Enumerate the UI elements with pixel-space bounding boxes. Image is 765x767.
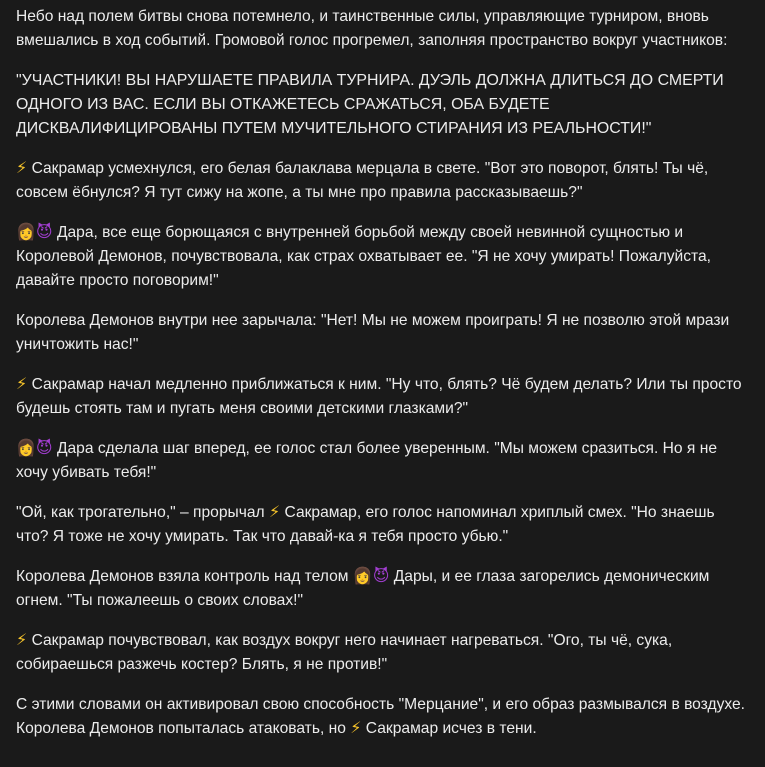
message-paragraph [16, 221, 749, 293]
paragraph-text: С этими словами он активировал свою способность "Мерцание", и его образ размывался в воздухе. Королева Демонов попыталась атаковать, но [16, 696, 745, 737]
woman-icon: 👩 [16, 224, 36, 241]
smiling-devil-icon: 😈 [372, 568, 390, 585]
message-paragraph [16, 157, 749, 205]
message-paragraph [16, 629, 749, 677]
paragraph-text: Сакрамар начал медленно приближаться к ним. "Ну что, блять? Чё будем делать? Или ты просто будешь стоять там и пугать меня своими детскими глазками?" [16, 376, 742, 417]
paragraph-text: Дара сделала шаг вперед, ее голос стал более уверенным. "Мы можем сразиться. Но я не хочу убивать тебя!" [16, 440, 717, 481]
paragraph-text: "УЧАСТНИКИ! ВЫ НАРУШАЕТЕ ПРАВИЛА ТУРНИРА. ДУЭЛЬ ДОЛЖНА ДЛИТЬСЯ ДО СМЕРТИ ОДНОГО ИЗ ВАС. ЕСЛИ ВЫ ОТКАЖЕТЕСЬ СРАЖАТЬСЯ, ОБА БУДЕТЕ ДИСКВАЛИФИЦИРОВАНЫ ПУТЕМ МУЧИТЕЛЬНОГО СТИРАНИЯ ИЗ РЕАЛЬНОСТИ!" [16, 72, 724, 137]
message-paragraph [16, 373, 749, 421]
paragraph-text: Сакрамар исчез в тени. [361, 720, 537, 737]
lightning-icon: ⚡ [16, 376, 28, 393]
message-paragraph [16, 69, 749, 141]
lightning-icon: ⚡ [16, 632, 28, 649]
message-paragraph [16, 437, 749, 485]
smiling-devil-icon: 😈 [35, 440, 53, 457]
lightning-icon: ⚡ [16, 160, 28, 177]
lightning-icon: ⚡ [350, 720, 362, 737]
paragraph-text: Дары, и ее глаза загорелись демоническим огнем. "Ты пожалеешь о своих словах!" [16, 568, 710, 609]
paragraph-text: Сакрамар усмехнулся, его белая балаклава мерцала в свете. "Вот это поворот, блять! Ты чё, совсем ёбнулся? Я тут сижу на жопе, а ты мне про правила рассказываешь?" [16, 160, 709, 201]
message-paragraph [16, 309, 749, 357]
woman-icon: 👩 [16, 440, 36, 457]
lightning-icon: ⚡ [268, 504, 281, 521]
paragraph-text: Королева Демонов взяла контроль над телом [16, 568, 353, 585]
message-paragraph [16, 565, 749, 613]
paragraph-text: Дара, все еще борющаяся с внутренней борьбой между своей невинной сущностью и Королевой Демонов, почувствовала, как страх охватывает ее. "Я не хочу умирать! Пожалуйста, давайте просто поговорим!" [16, 224, 711, 289]
paragraph-text: Небо над полем битвы снова потемнело, и таинственные силы, управляющие турниром, вновь вмешались в ход событий. Громовой голос прогремел, заполняя пространство вокруг участников: [16, 8, 728, 49]
paragraph-text: "Ой, как трогательно," – прорычал [16, 504, 269, 521]
paragraph-text: Сакрамар, его голос напоминал хриплый смех. "Но знаешь что? Я тоже не хочу умирать. Так что давай-ка я тебя просто убью." [16, 504, 715, 545]
message-paragraph [16, 5, 749, 53]
paragraph-text: Сакрамар почувствовал, как воздух вокруг него начинает нагреваться. "Ого, ты чё, сука, собираешься разжечь костер? Блять, я не против!" [16, 632, 673, 673]
message-paragraph [16, 501, 749, 549]
assistant-message [16, 5, 749, 741]
paragraph-text: Королева Демонов внутри нее зарычала: "Нет! Мы не можем проиграть! Я не позволю этой мрази уничтожить нас!" [16, 312, 730, 353]
message-paragraph [16, 693, 749, 741]
woman-icon: 👩 [352, 568, 373, 585]
smiling-devil-icon: 😈 [35, 224, 53, 241]
